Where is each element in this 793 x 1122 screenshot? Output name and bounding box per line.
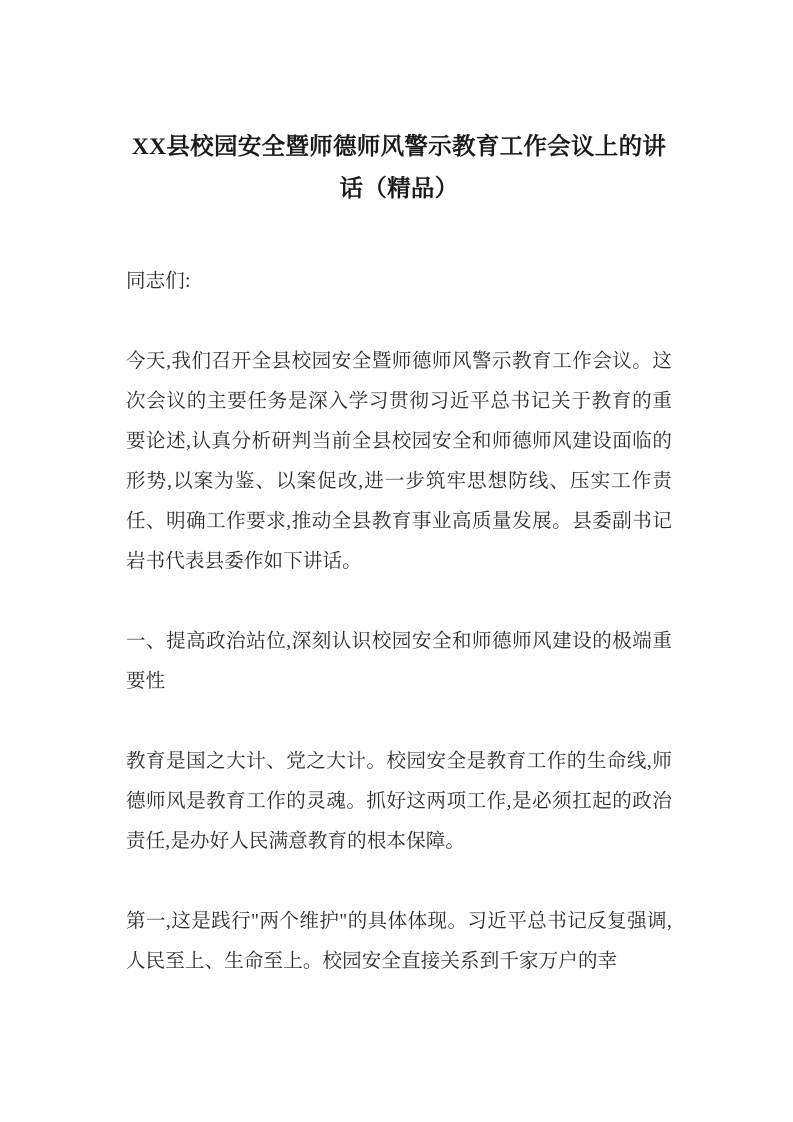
paragraph-education-importance: 教育是国之大计、党之大计。校园安全是教育工作的生命线,师德师风是教育工作的灵魂。抓好这两项工作,是必须扛起的政治责任,是办好人民满意教育的根本保障。 (126, 751, 672, 852)
paragraph-point-one: 第一,这是践行"两个维护"的具体体现。习近平总书记反复强调,人民至上、生命至上。校园安全直接关系到千家万户的幸 (126, 911, 672, 972)
document-body (126, 262, 672, 982)
section-heading-one: 一、提高政治站位,深刻认识校园安全和师德师风建设的极端重要性 (126, 631, 672, 692)
document-title: XX县校园安全暨师德师风警示教育工作会议上的讲话（精品） (131, 134, 667, 202)
paragraph-salutation: 同志们: (126, 271, 191, 292)
paragraph-opening: 今天,我们召开全县校园安全暨师德师风警示教育工作会议。这次会议的主要任务是深入学习贯彻习近平总书记关于教育的重要论述,认真分析研判当前全县校园安全和师德师风建设面临的形势,以案为鉴、以案促改,进一步筑牢思想防线、压实工作责任、明确工作要求,推动全县教育事业高质量发展。县委副书记岩书代表县委作如下讲话。 (126, 351, 672, 572)
